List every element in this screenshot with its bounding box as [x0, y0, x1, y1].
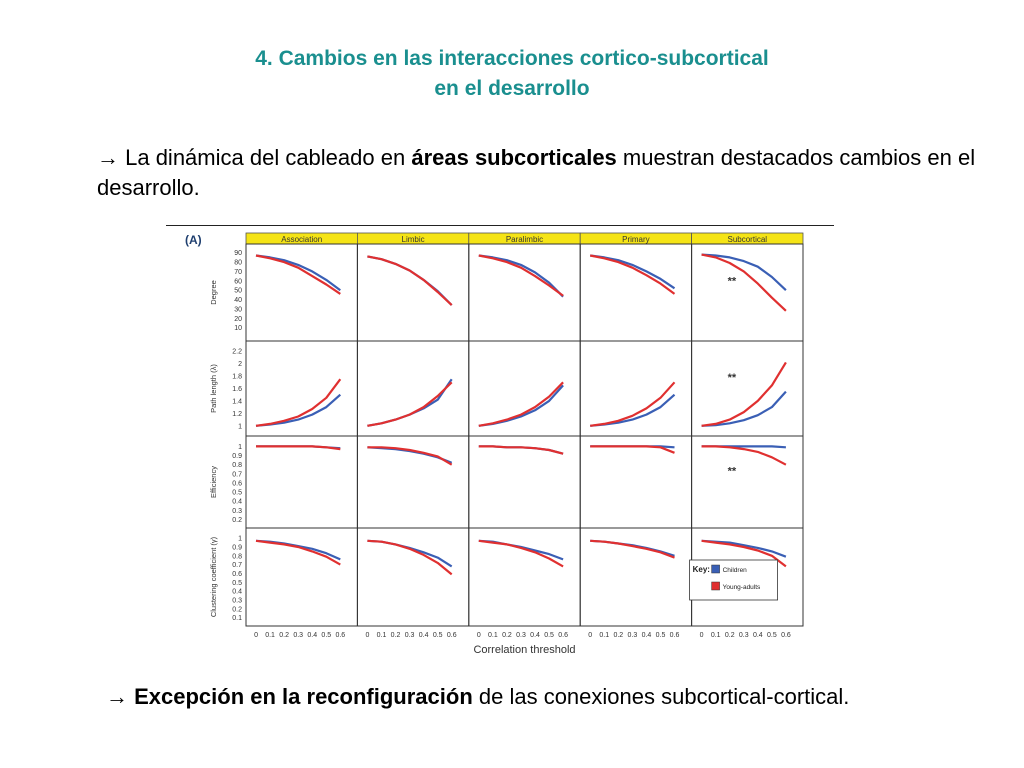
- x-tick-label: 0.2: [502, 632, 512, 639]
- significance-marker: **: [727, 371, 737, 384]
- panel-frame: [469, 244, 580, 341]
- panel-frame: [246, 244, 357, 341]
- x-tick-label: 0: [476, 632, 481, 639]
- x-tick-label: 0.4: [307, 632, 318, 639]
- x-tick-label: 0.3: [404, 632, 415, 639]
- y-tick-label: 0.4: [232, 498, 242, 506]
- y-tick-label: 0.2: [232, 516, 242, 524]
- y-tick-label: 1.2: [232, 410, 242, 418]
- y-tick-label: 0.6: [232, 570, 242, 578]
- x-tick-label: 0.5: [321, 632, 332, 639]
- series-line-young-adults: [256, 446, 340, 449]
- series-line-children: [367, 379, 451, 426]
- x-tick-label: 0.6: [558, 632, 569, 639]
- x-tick-label: 0.1: [710, 632, 721, 639]
- x-tick-label: 0.4: [530, 632, 540, 639]
- panel-label: (A): [185, 233, 202, 247]
- panel-frame: [692, 244, 803, 341]
- series-line-children: [702, 392, 786, 426]
- y-tick-label: 0.5: [232, 579, 242, 587]
- x-tick-label: 0.2: [613, 632, 624, 639]
- y-tick-label: 0.8: [232, 462, 242, 470]
- series-line-young-adults: [590, 446, 674, 452]
- panel-frame: [357, 341, 468, 436]
- series-line-children: [479, 256, 563, 297]
- y-tick-label: 2: [238, 361, 242, 369]
- series-line-young-adults: [367, 382, 451, 426]
- y-axis-label: Degree: [209, 280, 218, 305]
- x-tick-label: 0: [588, 632, 593, 639]
- y-tick-label: 80: [234, 259, 242, 267]
- conclusion-text-post: de las conexiones subcortical-cortical.: [472, 684, 850, 709]
- y-tick-label: 0.7: [232, 471, 242, 479]
- x-tick-label: 0: [254, 632, 258, 639]
- y-tick-label: 40: [234, 297, 242, 305]
- conclusion-paragraph: [106, 682, 1006, 712]
- legend-swatch-young-adults: [712, 582, 720, 590]
- panel-frame: [580, 528, 691, 626]
- series-line-young-adults: [702, 446, 786, 464]
- title-line-1: 4. Cambios en las interacciones cortico-subcortical: [255, 47, 769, 70]
- x-tick-label: 0.2: [279, 632, 290, 639]
- series-line-young-adults: [702, 255, 786, 311]
- y-axis-label: Clustering coefficient (γ): [209, 536, 218, 618]
- y-tick-label: 2.2: [232, 348, 242, 356]
- x-tick-label: 0.4: [418, 632, 429, 639]
- column-header-label: Primary: [622, 235, 650, 244]
- y-tick-label: 60: [234, 278, 242, 286]
- legend-entry-label: Young-adults: [722, 584, 761, 591]
- series-line-children: [479, 541, 563, 560]
- y-tick-label: 1.8: [232, 373, 242, 381]
- y-tick-label: 1.6: [232, 386, 242, 393]
- y-tick-label: 70: [234, 268, 242, 276]
- y-tick-label: 0.4: [232, 588, 242, 596]
- y-tick-label: 50: [234, 287, 242, 295]
- series-line-young-adults: [590, 256, 674, 294]
- x-tick-label: 0.1: [599, 632, 610, 639]
- intro-text-pre: La dinámica del cableado en: [119, 145, 412, 170]
- x-tick-label: 0.1: [488, 632, 498, 639]
- y-tick-label: 0.9: [232, 544, 242, 552]
- title-line-2: en el desarrollo: [434, 77, 590, 100]
- slide-title: [0, 44, 1024, 104]
- y-tick-label: 0.7: [232, 562, 242, 570]
- y-tick-label: 1: [238, 423, 242, 431]
- y-tick-label: 0.6: [232, 480, 242, 488]
- panel-frame: [246, 341, 357, 436]
- x-tick-label: 0.3: [516, 632, 526, 639]
- x-tick-label: 0.6: [781, 632, 791, 639]
- x-tick-label: 0.5: [655, 632, 666, 639]
- intro-text-post: muestran destacados cambios en el desarrollo.: [97, 145, 976, 200]
- panel-frame: [580, 341, 691, 436]
- x-tick-label: 0.1: [376, 632, 387, 639]
- y-tick-label: 1: [238, 535, 242, 543]
- conclusion-text-bold: Excepción en la reconfiguración: [128, 684, 473, 709]
- intro-paragraph: [97, 143, 977, 203]
- series-line-young-adults: [367, 447, 451, 464]
- x-tick-label: 0.2: [724, 632, 735, 639]
- x-tick-label: 0.3: [293, 632, 304, 639]
- x-tick-label: 0.6: [669, 632, 680, 639]
- panel-frame: [357, 528, 468, 626]
- panel-frame: [246, 436, 357, 528]
- y-tick-label: 30: [234, 306, 242, 314]
- significance-marker: **: [727, 275, 737, 288]
- y-axis-label: Efficiency: [209, 466, 218, 498]
- panel-frame: [580, 436, 691, 528]
- x-tick-label: 0: [365, 632, 370, 639]
- y-tick-label: 0.9: [232, 453, 242, 461]
- legend-title: Key:: [692, 565, 710, 574]
- x-tick-label: 0.3: [627, 632, 638, 639]
- series-line-young-adults: [479, 256, 563, 296]
- series-line-young-adults: [367, 256, 451, 305]
- arrow-icon: →: [97, 145, 119, 170]
- series-line-children: [367, 256, 451, 305]
- y-tick-label: 0.1: [232, 615, 242, 623]
- series-line-young-adults: [702, 362, 786, 425]
- x-tick-label: 0.4: [641, 632, 652, 639]
- series-line-young-adults: [479, 382, 563, 426]
- x-tick-label: 0.5: [544, 632, 554, 639]
- series-line-children: [590, 395, 674, 426]
- y-axis-label: Path length (λ): [209, 364, 218, 413]
- x-tick-label: 0.3: [738, 632, 749, 639]
- y-tick-label: 0.3: [232, 507, 242, 515]
- x-tick-label: 0.6: [335, 632, 346, 639]
- arrow-icon: →: [106, 684, 128, 709]
- x-tick-label: 0.4: [752, 632, 763, 639]
- y-tick-label: 0.8: [232, 553, 242, 561]
- y-tick-label: 1.4: [232, 398, 242, 406]
- column-header-label: Paralimbic: [505, 235, 544, 244]
- y-tick-label: 90: [234, 250, 242, 258]
- column-header-label: Subcortical: [727, 235, 768, 244]
- y-tick-label: 1: [238, 443, 242, 451]
- significance-marker: **: [727, 465, 737, 478]
- y-tick-label: 0.5: [232, 489, 242, 497]
- legend-swatch-children: [712, 565, 720, 573]
- y-tick-label: 0.2: [232, 606, 242, 614]
- series-line-young-adults: [479, 446, 563, 453]
- series-line-young-adults: [256, 256, 340, 294]
- y-tick-label: 0.3: [232, 597, 242, 605]
- y-tick-label: 20: [234, 315, 242, 323]
- network-metrics-figure: [180, 228, 820, 665]
- y-tick-label: 10: [234, 325, 242, 333]
- x-tick-label: 0.2: [390, 632, 401, 639]
- legend-entry-label: Children: [722, 567, 747, 574]
- chart-svg: [180, 228, 820, 660]
- series-line-children: [256, 395, 340, 426]
- series-line-children: [367, 541, 451, 567]
- series-line-young-adults: [590, 541, 674, 558]
- x-axis-label: Correlation threshold: [473, 644, 576, 656]
- x-tick-label: 0.6: [446, 632, 457, 639]
- x-tick-label: 0: [699, 632, 704, 639]
- intro-text-bold: áreas subcorticales: [411, 145, 617, 170]
- panel-frame: [469, 436, 580, 528]
- divider-line: [166, 225, 834, 226]
- panel-frame: [469, 341, 580, 436]
- x-tick-label: 0.5: [432, 632, 443, 639]
- panel-frame: [580, 244, 691, 341]
- x-tick-label: 0.5: [767, 632, 777, 639]
- panel-frame: [692, 341, 803, 436]
- column-header-label: Association: [281, 235, 323, 244]
- x-tick-label: 0.1: [265, 632, 275, 639]
- column-header-label: Limbic: [401, 235, 425, 244]
- series-line-children: [479, 385, 563, 425]
